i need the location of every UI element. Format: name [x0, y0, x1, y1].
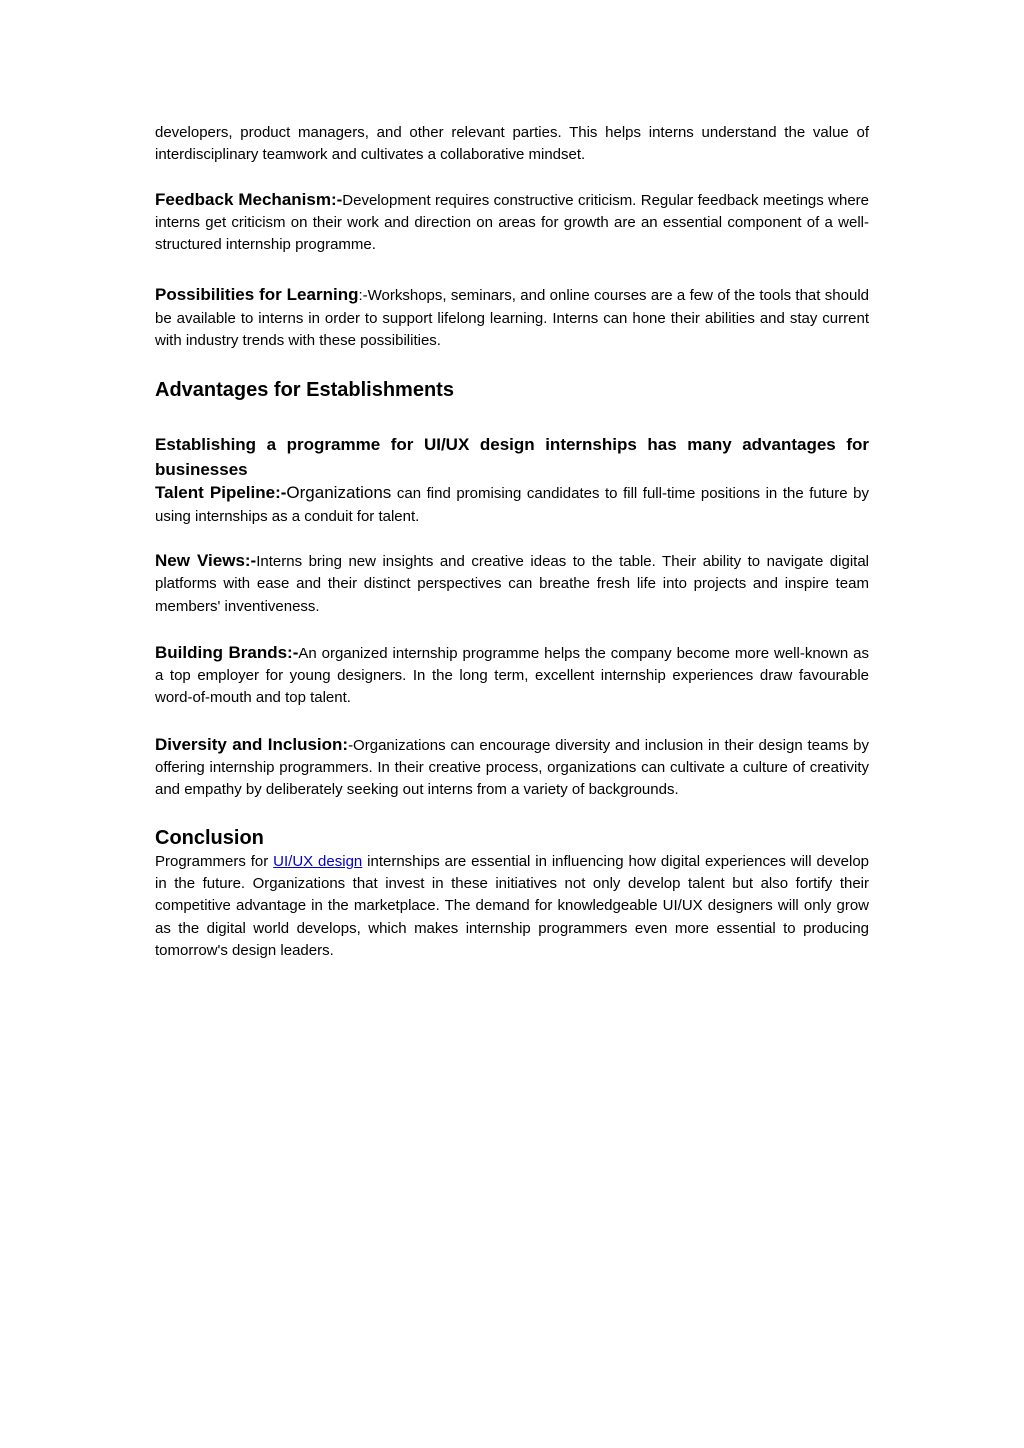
brands-paragraph	[155, 642, 869, 710]
brands-heading: Building Brands:-	[155, 642, 299, 662]
brands-text: An organized internship programme helps the company become more well-known as a top employer for young designers. In the long term, excellent internship experiences draw favourable word-of-mouth and top talent.	[155, 644, 869, 707]
views-text: Interns bring new insights and creative ideas to the table. Their ability to navigate digital platforms with ease and their distinct perspectives can breathe fresh life into projects and inspire team members' inventiveness.	[155, 552, 869, 615]
conclusion-title: Conclusion	[155, 826, 264, 849]
diversity-heading: Diversity and Inclusion:	[155, 734, 349, 754]
talent-lead: Organizations	[286, 483, 392, 503]
conclusion-text-before: Programmers for	[155, 852, 274, 870]
conclusion-paragraph	[155, 851, 869, 962]
advantages-subtitle: Establishing a programme for UI/UX design internships has many advantages for businesses	[155, 435, 869, 480]
learning-text: :-Workshops, seminars, and online courses are a few of the tools that should be available to interns in order to support lifelong learning. Interns can hone their abilities and stay current with industry trends with these possibilities.	[155, 287, 869, 350]
feedback-heading: Feedback Mechanism:-	[155, 189, 343, 209]
feedback-paragraph	[155, 189, 869, 257]
document-page	[155, 122, 869, 962]
talent-heading: Talent Pipeline:-	[155, 483, 287, 503]
advantages-title: Advantages for Establishments	[155, 379, 454, 402]
intro-text: developers, product managers, and other relevant parties. This helps interns understand the value of interdisciplinary teamwork and cultivates a collaborative mindset.	[155, 124, 869, 164]
views-paragraph	[155, 550, 869, 618]
talent-paragraph	[155, 482, 869, 528]
conclusion-text-after: internships are essential in influencing how digital experiences will develop in the future. Organizations that invest in these initiatives not only develop talent but also fortify their competitive advantage in the marketplace. The demand for knowledgeable UI/UX designers will only grow as the digital world develops, which makes internship programmers even more essential to producing tomorrow's design leaders.	[155, 852, 870, 959]
views-heading: New Views:-	[155, 550, 257, 570]
ui-ux-design-link[interactable]: UI/UX design	[273, 852, 363, 870]
diversity-paragraph	[155, 734, 869, 802]
intro-paragraph	[155, 122, 869, 167]
talent-text: can find promising candidates to fill full-time positions in the future by using internships as a conduit for talent.	[155, 485, 869, 525]
diversity-text: -Organizations can encourage diversity and inclusion in their design teams by offering internship programmers. In their creative process, organizations can cultivate a culture of creativity and empathy by deliberately seeking out interns from a variety of backgrounds.	[155, 736, 869, 799]
learning-paragraph	[155, 284, 869, 352]
learning-heading: Possibilities for Learning	[155, 285, 359, 305]
feedback-text: Development requires constructive criticism. Regular feedback meetings where interns get criticism on their work and direction on areas for growth are an essential component of a well-structured internship programme.	[155, 191, 869, 254]
